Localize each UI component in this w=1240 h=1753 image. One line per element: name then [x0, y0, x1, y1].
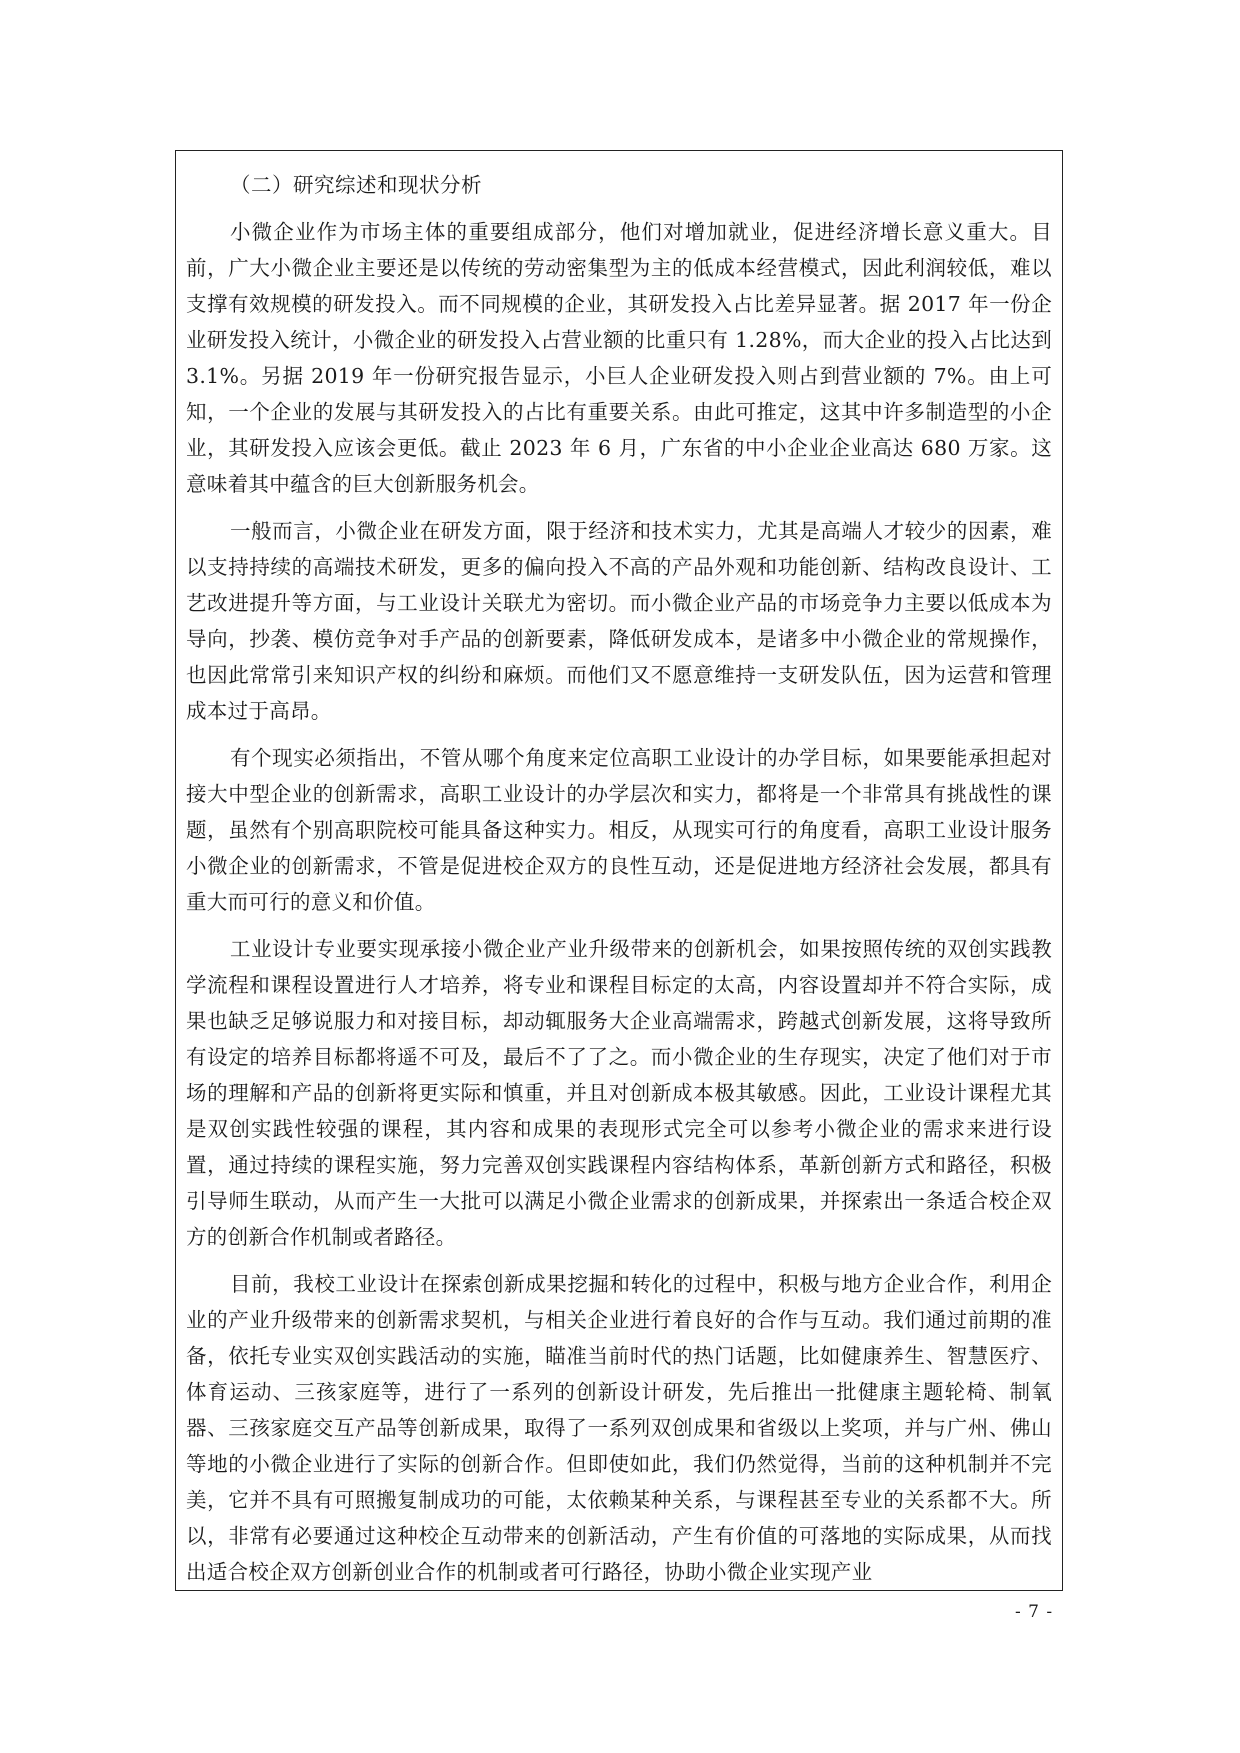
paragraph-5: 目前，我校工业设计在探索创新成果挖掘和转化的过程中，积极与地方企业合作，利用企业的产业升级带来的创新需求契机，与相关企业进行着良好的合作与互动。我们通过前期的准备，依托专业实双创实践活动的实施，瞄准当前时代的热门话题，比如健康养生、智慧医疗、体育运动、三孩家庭等，进行了一系列的创新设计研发，先后推出一批健康主题轮椅、制氧器、三孩家庭交互产品等创新成果，取得了一系列双创成果和省级以上奖项，并与广州、佛山等地的小微企业进行了实际的创新合作。但即使如此，我们仍然觉得，当前的这种机制并不完美，它并不具有可照搬复制成功的可能，太依赖某种关系，与课程甚至专业的关系都不大。所以，非常有必要通过这种校企互动带来的创新活动，产生有价值的可落地的实际成果，从而找出适合校企双方创新创业合作的机制或者可行路径，协助小微企业实现产业: [186, 1272, 1052, 1584]
page-number: - 7 -: [1015, 1602, 1054, 1622]
section-heading: （二）研究综述和现状分析: [230, 173, 482, 197]
content-frame: [175, 150, 1063, 1591]
paragraph-1: 小微企业作为市场主体的重要组成部分，他们对增加就业，促进经济增长意义重大。目前，广大小微企业主要还是以传统的劳动密集型为主的低成本经营模式，因此利润较低，难以支撑有效规模的研发投入。而不同规模的企业，其研发投入占比差异显著。据 2017 年一份企业研发投入统计，小微企业的研发投入占营业额的比重只有 1.28%，而大企业的投入占比达到 3.1%。另据 2019 年一份研究报告显示，小巨人企业研发投入则占到营业额的 7%。由上可知，一个企业的发展与其研发投入的占比有重要关系。由此可推定，这其中许多制造型的小企业，其研发投入应该会更低。截止 2023 年 6 月，广东省的中小企业企业高达 680 万家。这意味着其中蕴含的巨大创新服务机会。: [186, 220, 1052, 496]
paragraph-2: 一般而言，小微企业在研发方面，限于经济和技术实力，尤其是高端人才较少的因素，难以支持持续的高端技术研发，更多的偏向投入不高的产品外观和功能创新、结构改良设计、工艺改进提升等方面，与工业设计关联尤为密切。而小微企业产品的市场竞争力主要以低成本为导向，抄袭、模仿竞争对手产品的创新要素，降低研发成本，是诸多中小微企业的常规操作，也因此常常引来知识产权的纠纷和麻烦。而他们又不愿意维持一支研发队伍，因为运营和管理成本过于高昂。: [186, 519, 1052, 723]
paragraph-3: 有个现实必须指出，不管从哪个角度来定位高职工业设计的办学目标，如果要能承担起对接大中型企业的创新需求，高职工业设计的办学层次和实力，都将是一个非常具有挑战性的课题，虽然有个别高职院校可能具备这种实力。相反，从现实可行的角度看，高职工业设计服务小微企业的创新需求，不管是促进校企双方的良性互动，还是促进地方经济社会发展，都具有重大而可行的意义和价值。: [186, 746, 1052, 914]
paragraph-4: 工业设计专业要实现承接小微企业产业升级带来的创新机会，如果按照传统的双创实践教学流程和课程设置进行人才培养，将专业和课程目标定的太高，内容设置却并不符合实际，成果也缺乏足够说服力和对接目标，却动辄服务大企业高端需求，跨越式创新发展，这将导致所有设定的培养目标都将遥不可及，最后不了了之。而小微企业的生存现实，决定了他们对于市场的理解和产品的创新将更实际和慎重，并且对创新成本极其敏感。因此，工业设计课程尤其是双创实践性较强的课程，其内容和成果的表现形式完全可以参考小微企业的需求来进行设置，通过持续的课程实施，努力完善双创实践课程内容结构体系，革新创新方式和路径，积极引导师生联动，从而产生一大批可以满足小微企业需求的创新成果，并探索出一条适合校企双方的创新合作机制或者路径。: [186, 937, 1052, 1249]
